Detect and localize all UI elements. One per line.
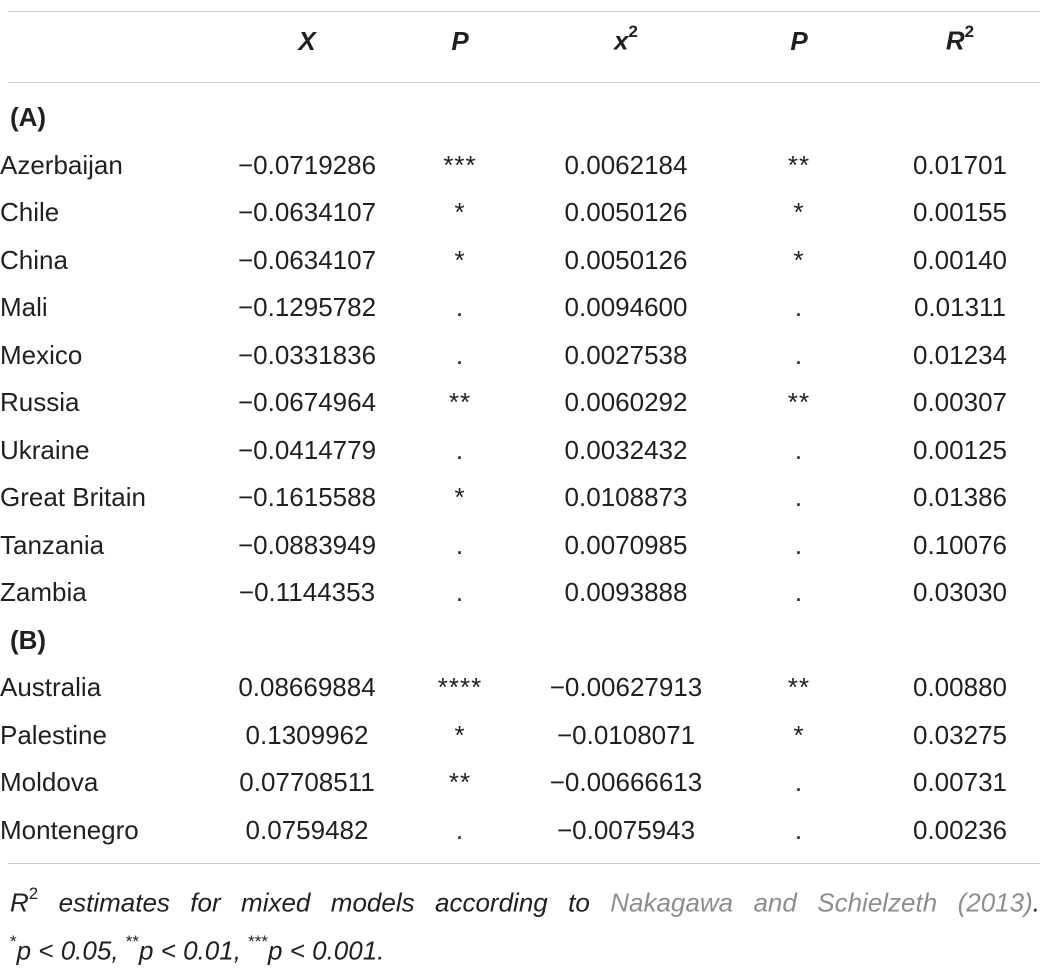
p1-cell: . bbox=[455, 292, 465, 323]
r-squared-cell: 0.03030 bbox=[913, 577, 1007, 608]
section-label: (B) bbox=[10, 624, 47, 655]
sig-sup-2: ** bbox=[125, 931, 140, 951]
r-squared-cell: 0.00880 bbox=[913, 672, 1007, 703]
country-cell: Palestine bbox=[0, 719, 107, 750]
table-row bbox=[0, 759, 1050, 807]
country-cell: Russia bbox=[0, 387, 80, 418]
r-squared-cell: 0.10076 bbox=[913, 529, 1007, 560]
country-cell: Mexico bbox=[0, 339, 83, 370]
r-squared-cell: 0.00236 bbox=[913, 814, 1007, 845]
table-body bbox=[0, 82, 1050, 854]
header-x: X bbox=[298, 25, 316, 56]
table-row bbox=[0, 427, 1050, 475]
table-header bbox=[0, 0, 1050, 82]
r-squared-cell: 0.01701 bbox=[913, 149, 1007, 180]
country-cell: China bbox=[0, 244, 68, 275]
country-cell: Ukraine bbox=[0, 434, 90, 465]
sig-text-2: p < 0.01, bbox=[139, 935, 249, 966]
x-squared-cell: −0.00627913 bbox=[549, 672, 703, 703]
x-squared-cell: 0.0050126 bbox=[564, 244, 688, 275]
sig-sup-3: *** bbox=[248, 931, 269, 951]
p2-cell: * bbox=[793, 244, 805, 275]
sig-sup-1: * bbox=[10, 931, 17, 951]
footnote-r: R bbox=[10, 887, 29, 918]
x-cell: −0.0719286 bbox=[237, 149, 377, 180]
x-cell: −0.0883949 bbox=[237, 529, 377, 560]
r-squared-cell: 0.00155 bbox=[913, 197, 1007, 228]
header-x-squared-base: x bbox=[614, 25, 629, 56]
p2-cell: . bbox=[794, 339, 804, 370]
country-cell: Mali bbox=[0, 292, 48, 323]
x-squared-cell: 0.0094600 bbox=[564, 292, 688, 323]
header-r-squared bbox=[870, 0, 1050, 82]
table-row bbox=[0, 569, 1050, 617]
p2-cell: * bbox=[793, 197, 805, 228]
p2-cell: * bbox=[793, 719, 805, 750]
x-cell: −0.1144353 bbox=[238, 577, 376, 608]
country-cell: Moldova bbox=[0, 767, 99, 798]
x-cell: −0.0634107 bbox=[237, 197, 377, 228]
x-cell: 0.1309962 bbox=[245, 719, 369, 750]
x-squared-cell: −0.00666613 bbox=[549, 767, 703, 798]
header-country bbox=[0, 0, 218, 82]
table-footnote bbox=[10, 876, 1040, 971]
x-cell: 0.0759482 bbox=[245, 814, 369, 845]
p1-cell: * bbox=[454, 197, 466, 228]
p2-cell: ** bbox=[787, 387, 811, 418]
country-cell: Azerbaijan bbox=[0, 149, 123, 180]
x-cell: −0.0634107 bbox=[237, 244, 377, 275]
p1-cell: ** bbox=[448, 767, 472, 798]
country-cell: Montenegro bbox=[0, 814, 139, 845]
header-r-squared-base: R bbox=[945, 25, 965, 56]
header-x-squared-exp: 2 bbox=[628, 22, 638, 42]
footnote-line-1 bbox=[10, 876, 1040, 924]
section-label: (A) bbox=[10, 102, 47, 133]
p2-cell: ** bbox=[787, 672, 811, 703]
r-squared-cell: 0.01311 bbox=[913, 292, 1007, 323]
p2-cell: . bbox=[794, 767, 804, 798]
table-row bbox=[0, 189, 1050, 237]
x-cell: −0.1295782 bbox=[237, 292, 377, 323]
r-squared-cell: 0.01386 bbox=[913, 482, 1007, 513]
table-row bbox=[0, 284, 1050, 332]
p1-cell: * bbox=[454, 482, 466, 513]
footnote-text: estimates for mixed models according to bbox=[38, 887, 611, 918]
header-r-squared-exp: 2 bbox=[964, 22, 975, 42]
x-squared-cell: 0.0062184 bbox=[564, 149, 688, 180]
spacer-row bbox=[0, 82, 1050, 94]
country-cell: Tanzania bbox=[0, 529, 105, 560]
p1-cell: . bbox=[455, 577, 465, 608]
footnote-r-exp: 2 bbox=[28, 884, 39, 903]
table-row bbox=[0, 332, 1050, 380]
p1-cell: . bbox=[455, 434, 465, 465]
p2-cell: . bbox=[794, 434, 804, 465]
bottom-rule bbox=[8, 863, 1040, 864]
p1-cell: **** bbox=[437, 672, 483, 703]
r-squared-cell: 0.00125 bbox=[913, 434, 1007, 465]
header-x-squared bbox=[524, 0, 728, 82]
p2-cell: . bbox=[794, 814, 804, 845]
table-row bbox=[0, 379, 1050, 427]
p2-cell: . bbox=[794, 482, 804, 513]
p1-cell: * bbox=[454, 244, 466, 275]
x-squared-cell: 0.0050126 bbox=[564, 197, 688, 228]
p2-cell: . bbox=[794, 529, 804, 560]
r-squared-cell: 0.00731 bbox=[913, 767, 1007, 798]
header-p1: P bbox=[451, 25, 469, 56]
country-cell: Great Britain bbox=[0, 482, 146, 513]
table-row bbox=[0, 664, 1050, 712]
x-cell: −0.0674964 bbox=[237, 387, 377, 418]
country-cell: Zambia bbox=[0, 577, 87, 608]
footnote-line-2 bbox=[10, 924, 1040, 971]
x-squared-cell: 0.0093888 bbox=[564, 577, 688, 608]
table-row bbox=[0, 237, 1050, 285]
footnote-period: . bbox=[1032, 887, 1040, 918]
x-squared-cell: 0.0027538 bbox=[564, 339, 688, 370]
table-row bbox=[0, 474, 1050, 522]
header-row bbox=[0, 0, 1050, 82]
r-squared-cell: 0.00307 bbox=[913, 387, 1007, 418]
country-cell: Chile bbox=[0, 197, 60, 228]
p1-cell: . bbox=[455, 529, 465, 560]
x-squared-cell: −0.0075943 bbox=[556, 814, 696, 845]
table-row bbox=[0, 712, 1050, 760]
x-squared-cell: −0.0108071 bbox=[556, 719, 696, 750]
section-row bbox=[0, 617, 1050, 665]
p1-cell: . bbox=[455, 339, 465, 370]
p1-cell: . bbox=[455, 814, 465, 845]
header-p2: P bbox=[790, 25, 808, 56]
p2-cell: ** bbox=[787, 149, 811, 180]
x-cell: −0.0414779 bbox=[237, 434, 377, 465]
x-squared-cell: 0.0032432 bbox=[564, 434, 688, 465]
x-squared-cell: 0.0070985 bbox=[564, 529, 688, 560]
p1-cell: ** bbox=[448, 387, 472, 418]
table-row bbox=[0, 522, 1050, 570]
sig-text-1: p < 0.05, bbox=[16, 935, 126, 966]
p2-cell: . bbox=[794, 292, 804, 323]
table-row bbox=[0, 142, 1050, 190]
p2-cell: . bbox=[794, 577, 804, 608]
r-squared-cell: 0.01234 bbox=[913, 339, 1007, 370]
x-cell: 0.08669884 bbox=[238, 672, 376, 703]
x-cell: −0.1615588 bbox=[237, 482, 377, 513]
country-cell: Australia bbox=[0, 672, 102, 703]
x-cell: −0.0331836 bbox=[237, 339, 377, 370]
citation-link[interactable]: Nakagawa and Schielzeth (2013) bbox=[610, 887, 1033, 918]
r-squared-cell: 0.03275 bbox=[913, 719, 1007, 750]
p1-cell: *** bbox=[443, 149, 477, 180]
x-cell: 0.07708511 bbox=[239, 767, 375, 798]
table-row bbox=[0, 807, 1050, 855]
section-row bbox=[0, 94, 1050, 142]
x-squared-cell: 0.0108873 bbox=[564, 482, 688, 513]
x-squared-cell: 0.0060292 bbox=[564, 387, 688, 418]
p1-cell: * bbox=[454, 719, 466, 750]
sig-text-3: p < 0.001. bbox=[268, 935, 385, 966]
r-squared-cell: 0.00140 bbox=[913, 244, 1007, 275]
